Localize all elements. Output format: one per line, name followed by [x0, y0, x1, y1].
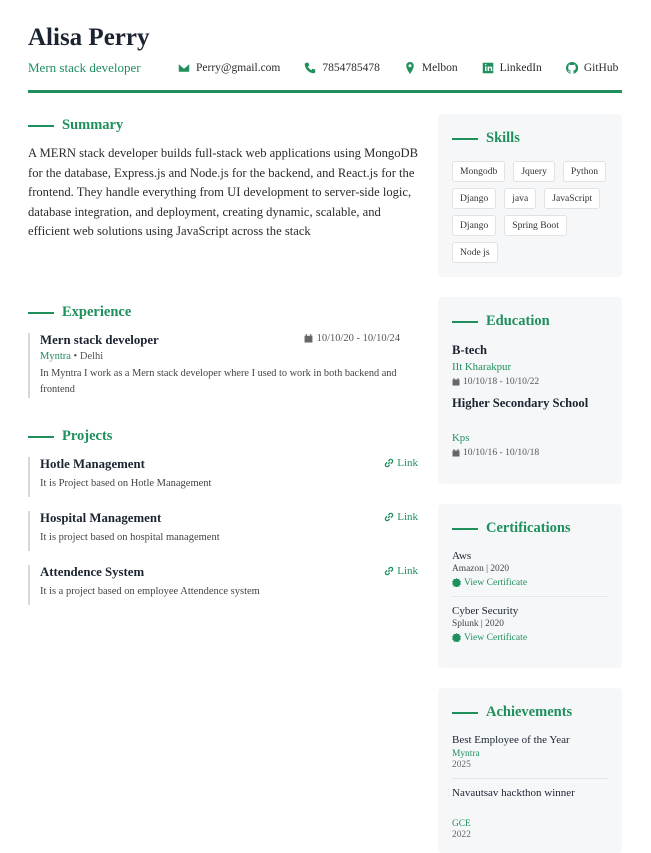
- experience-description: In Myntra I work as a Mern stack developer where I used to work in both backend and frontend: [40, 368, 397, 395]
- mail-icon: [178, 62, 190, 74]
- heading-bar: [452, 321, 478, 323]
- heading-bar: [28, 312, 54, 314]
- skill-tag: Node js: [452, 242, 498, 263]
- experience-company: Myntra: [40, 351, 71, 362]
- project-link[interactable]: [384, 511, 418, 523]
- certification-name: Cyber Security: [452, 605, 519, 617]
- skill-tag: java: [504, 188, 536, 209]
- certifications-title: Certifications: [486, 520, 571, 536]
- education-degree: B-tech: [452, 343, 487, 357]
- contact-phone-text: 7854785478: [322, 62, 380, 74]
- experience-dates: [304, 333, 400, 344]
- project-name: Hospital Management: [40, 511, 162, 525]
- contact-email[interactable]: [178, 62, 280, 74]
- achievement-org: Myntra: [452, 749, 480, 759]
- view-certificate-label: View Certificate: [464, 632, 528, 643]
- heading-bar: [28, 436, 54, 438]
- calendar-icon: [304, 334, 313, 343]
- education-item: [452, 396, 608, 458]
- achievement-year: 2022: [452, 830, 471, 840]
- calendar-icon: [452, 378, 460, 386]
- calendar-icon: [452, 449, 460, 457]
- experience-item: [28, 333, 418, 398]
- linkedin-icon: [482, 62, 494, 74]
- certificate-icon: [452, 578, 461, 587]
- certifications-heading: [452, 520, 608, 537]
- link-icon: [384, 512, 394, 522]
- experience-dates-text: 10/10/20 - 10/10/24: [316, 333, 400, 344]
- education-dates: [452, 376, 608, 387]
- project-name: Attendence System: [40, 565, 145, 579]
- skill-tag: Spring Boot: [504, 215, 567, 236]
- skills-heading: [452, 130, 608, 147]
- summary-text: A MERN stack developer builds full-stack web applications using MongoDB for the database, Express.js and Node.js for the backend, and React.js for the frontend. They handle everything from UI development to server-side logic, database integration, and deployment, creating dynamic, scalable, and efficient web solutions using JavaScript across the stack: [28, 146, 419, 239]
- contact-phone[interactable]: [304, 62, 380, 74]
- skills-card: [438, 114, 622, 277]
- project-item: [28, 511, 418, 551]
- link-icon: [384, 566, 394, 576]
- certification-item: [452, 550, 608, 588]
- project-name: Hotle Management: [40, 457, 145, 471]
- education-school: IIt Kharakpur: [452, 361, 512, 373]
- project-link[interactable]: [384, 565, 418, 577]
- contact-github[interactable]: [566, 62, 619, 74]
- achievement-title: Navautsav hackthon winner: [452, 787, 575, 799]
- education-card: [438, 297, 622, 484]
- skill-tag: JavaScript: [544, 188, 600, 209]
- candidate-name: Alisa Perry: [28, 24, 150, 51]
- education-school: Kps: [452, 432, 470, 444]
- skill-tag: Django: [452, 215, 496, 236]
- candidate-role: Mern stack developer: [28, 60, 141, 75]
- achievement-org: GCE: [452, 819, 471, 829]
- project-link-label: Link: [397, 511, 418, 523]
- divider: [452, 596, 608, 597]
- github-icon: [566, 62, 578, 74]
- achievement-item: [452, 787, 608, 840]
- contact-bar: [178, 62, 618, 74]
- education-title: Education: [486, 313, 550, 329]
- heading-bar: [452, 528, 478, 530]
- achievement-title: Best Employee of the Year: [452, 734, 570, 746]
- experience-role: Mern stack developer: [40, 333, 159, 347]
- contact-linkedin-text: LinkedIn: [499, 62, 542, 74]
- summary-title: Summary: [62, 117, 124, 133]
- experience-heading: [28, 304, 418, 321]
- skills-title: Skills: [486, 130, 520, 146]
- achievement-year: 2025: [452, 760, 471, 770]
- view-certificate-label: View Certificate: [464, 577, 528, 588]
- certification-issuer: Splunk | 2020: [452, 619, 504, 629]
- project-link-label: Link: [397, 457, 418, 469]
- contact-location: [404, 62, 458, 74]
- experience-section: [28, 304, 418, 398]
- certification-name: Aws: [452, 550, 472, 562]
- education-dates: [452, 447, 608, 458]
- experience-title: Experience: [62, 304, 132, 320]
- summary-heading: [28, 117, 418, 134]
- skill-tag: Python: [563, 161, 606, 182]
- projects-section: [28, 428, 418, 605]
- achievement-item: [452, 734, 608, 770]
- phone-icon: [304, 62, 316, 74]
- education-dates-text: 10/10/18 - 10/10/22: [463, 376, 540, 387]
- heading-bar: [452, 138, 478, 140]
- achievements-card: [438, 688, 622, 853]
- header-divider: [28, 90, 622, 93]
- experience-location: Delhi: [79, 351, 104, 362]
- projects-title: Projects: [62, 428, 113, 444]
- education-degree: Higher Secondary School: [452, 396, 589, 410]
- contact-location-text: Melbon: [421, 62, 458, 74]
- experience-company-line: Myntra • Delhi: [40, 351, 104, 362]
- education-heading: [452, 313, 608, 330]
- summary-section: [28, 117, 418, 242]
- project-description: It is a project based on employee Attendence system: [40, 586, 260, 597]
- project-item: [28, 457, 418, 497]
- education-item: [452, 343, 608, 387]
- project-description: It is Project based on Hotle Management: [40, 478, 212, 489]
- project-description: It is project based on hospital management: [40, 532, 220, 543]
- skill-tag: Mongodb: [452, 161, 505, 182]
- certifications-card: [438, 504, 622, 668]
- certificate-icon: [452, 633, 461, 642]
- project-item: [28, 565, 418, 605]
- achievements-title: Achievements: [486, 704, 573, 720]
- contact-linkedin[interactable]: [482, 62, 542, 74]
- link-icon: [384, 458, 394, 468]
- achievements-heading: [452, 704, 608, 721]
- certification-item: [452, 605, 608, 643]
- heading-bar: [28, 125, 54, 127]
- view-certificate-link[interactable]: [452, 577, 608, 588]
- certification-issuer: Amazon | 2020: [452, 564, 510, 574]
- projects-heading: [28, 428, 418, 445]
- heading-bar: [452, 712, 478, 714]
- education-dates-text: 10/10/16 - 10/10/18: [463, 447, 540, 458]
- skill-tag: Django: [452, 188, 496, 209]
- skill-tag: Jquery: [513, 161, 555, 182]
- project-link[interactable]: [384, 457, 418, 469]
- contact-github-text: GitHub: [583, 62, 619, 74]
- divider: [452, 778, 608, 779]
- view-certificate-link[interactable]: [452, 632, 608, 643]
- location-icon: [404, 62, 416, 74]
- project-link-label: Link: [397, 565, 418, 577]
- contact-email-text: Perry@gmail.com: [196, 62, 281, 74]
- skills-tags: [452, 161, 608, 263]
